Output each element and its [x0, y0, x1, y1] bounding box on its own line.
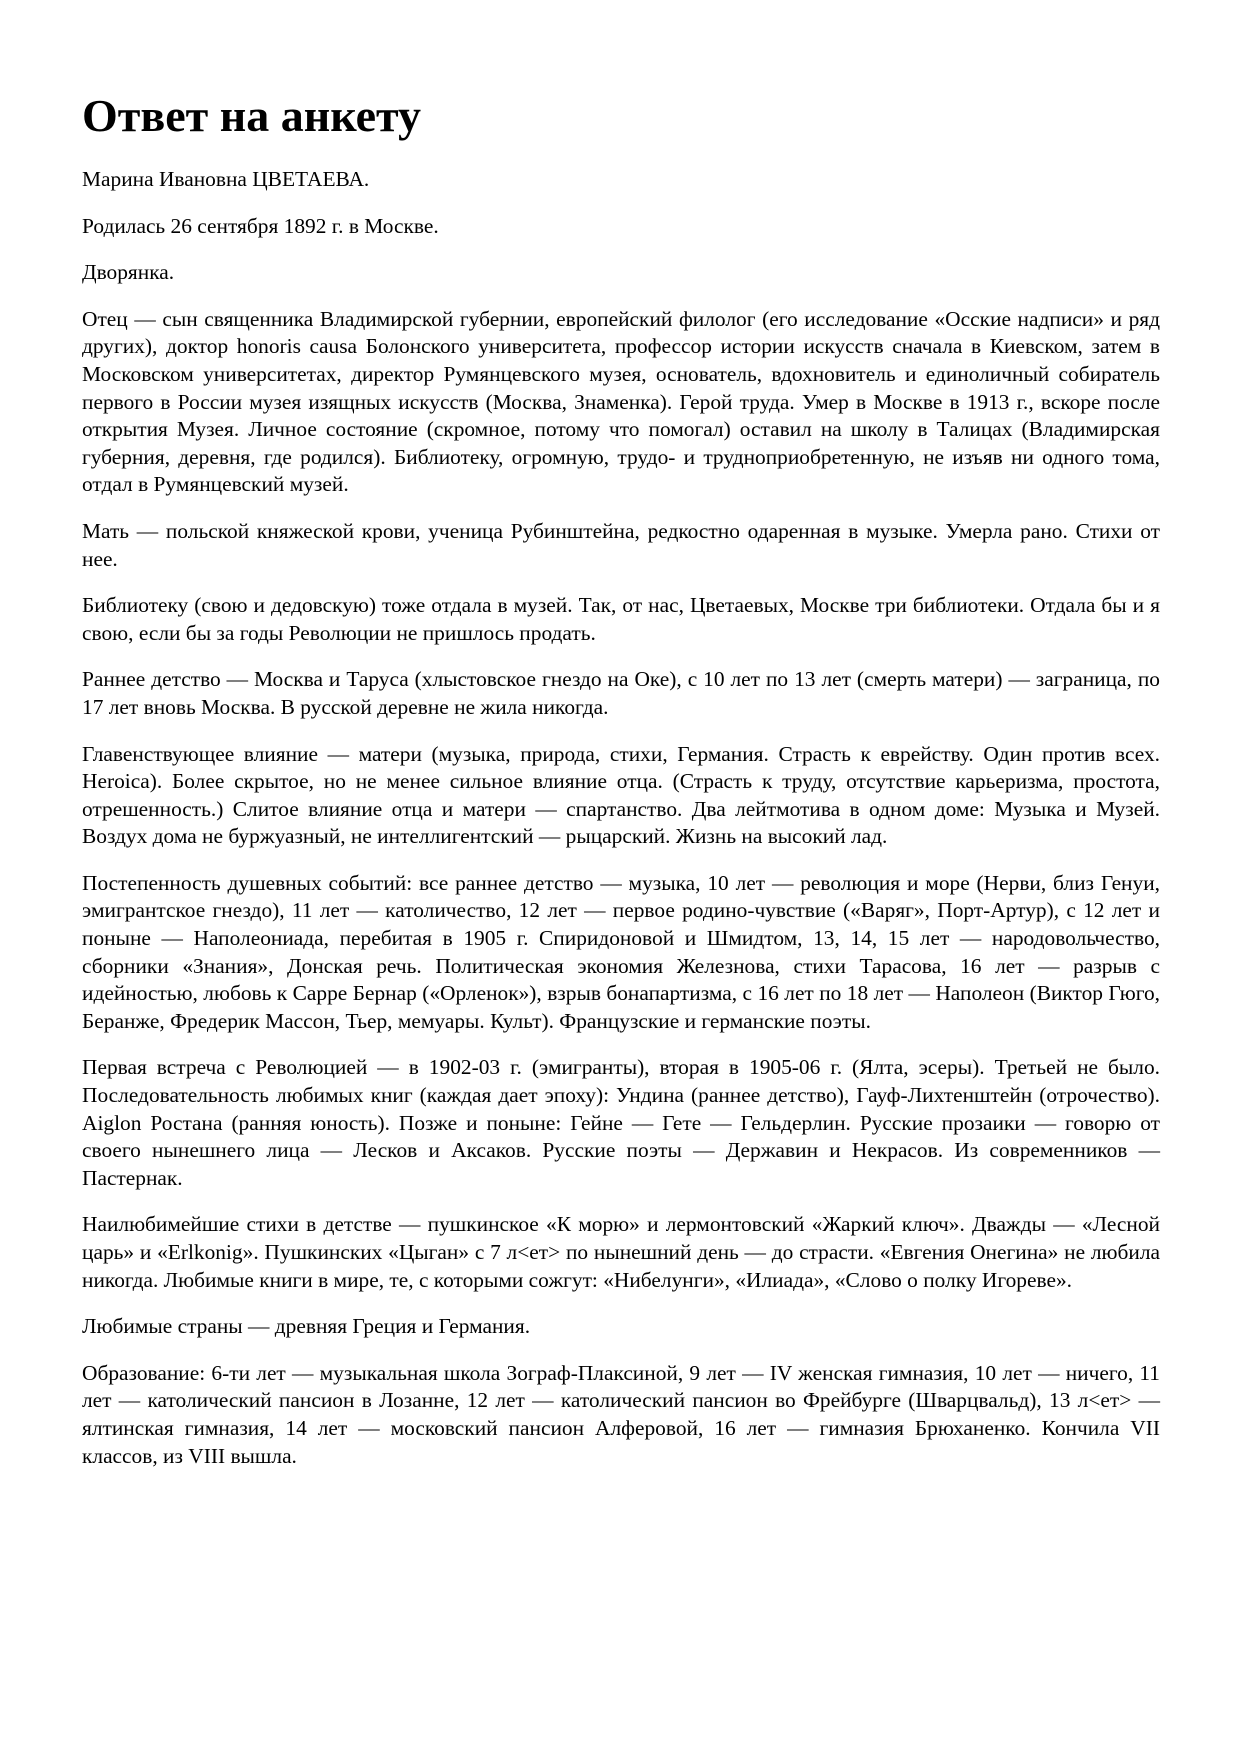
document-page: [82, 88, 1160, 1489]
paragraph-revolution-books: Первая встреча с Революцией — в 1902-03 г. (эмигранты), вторая в 1905-06 г. (Ялта, эсеры). Третьей не было. Последовательность любимых книг (каждая дает эпоху): Ундина (раннее детство), Гауф-Лихтенштейн (отрочество). Aiglon Ростана (ранняя юность). Позже и поныне: Гейне — Гете — Гельдерлин. Русские прозаики — говорю от своего нынешнего лица — Лесков и Аксаков. Русские поэты — Державин и Некрасов. Из современников — Пастернак.: [82, 1055, 1160, 1190]
paragraph-class: Дворянка.: [82, 260, 175, 285]
paragraph-early-childhood: Раннее детство — Москва и Таруса (хлыстовское гнездо на Оке), с 10 лет по 13 лет (смерть матери) — заграница, по 17 лет вновь Москва. В русской деревне не жила никогда.: [82, 667, 1160, 719]
paragraph-father: Отец — сын священника Владимирской губернии, европейский филолог (его исследование «Осские надписи» и ряд других), доктор honoris causa Болонского университета, профессор истории искусств сначала в Киевском, затем в Московском университетах, директор Румянцевского музея, основатель, вдохновитель и единоличный собиратель первого в России музея изящных искусств (Москва, Знаменка). Герой труда. Умер в Москве в 1913 г., вскоре после открытия Музея. Личное состояние (скромное, потому что помогал) оставил на школу в Талицах (Владимирская губерния, деревня, где родился). Библиотеку, огромную, трудо- и труднoприобретенную, не изъяв ни одного тома, отдал в Румянцевский музей.: [82, 306, 1160, 497]
paragraph-favorite-countries: Любимые страны — древняя Греция и Германия.: [82, 1314, 531, 1339]
paragraph-mother: Мать — польской княжеской крови, ученица Рубинштейна, редкостно одаренная в музыке. Умерла рано. Стихи от нее.: [82, 518, 1160, 571]
paragraph-library: Библиотеку (свою и дедовскую) тоже отдала в музей. Так, от нас, Цветаевых, Москве три библиотеки. Отдала бы и я свою, если бы за годы Революции не пришлось продать.: [82, 593, 1160, 645]
paragraph-favorite-poems: Наилюбимейшие стихи в детстве — пушкинское «К морю» и лермонтовский «Жаркий ключ». Дважды — «Лесной царь» и «Erlkonig». Пушкинских «Цыган» с 7 л<ет> по нынешний день — до страсти. «Евгения Онегина» не любила никогда. Любимые книги в мире, те, с которыми сожгут: «Нибелунги», «Илиада», «Слово о полку Игореве».: [82, 1212, 1160, 1292]
paragraph-birth: Родилась 26 сентября 1892 г. в Москве.: [82, 213, 439, 238]
paragraph-spiritual-events: Постепенность душевных событий: все раннее детство — музыка, 10 лет — революция и море (Нерви, близ Генуи, эмигрантское гнездо), 11 лет — католичество, 12 лет — первое родино-чувствие («Варяг», Порт-Артур), с 12 лет и поныне — Наполеониада, перебитая в 1905 г. Спиридоновой и Шмидтом, 13, 14, 15 лет — народовольчество, сборники «Знания», Донская речь. Политическая экономия Железнова, стихи Тарасова, 16 лет — разрыв с идейностью, любовь к Сарре Бернар («Орленок»), взрыв бонапартизма, с 16 лет по 18 лет — Наполеон (Виктор Гюго, Беранже, Фредерик Массон, Тьер, мемуары. Культ). Французские и германские поэты.: [82, 870, 1160, 1033]
paragraph-influence: Главенствующее влияние — матери (музыка, природа, стихи, Германия. Страсть к еврейству. Один против всех. Heroica). Более скрытое, но не менее сильное влияние отца. (Страсть к труду, отсутствие карьеризма, простота, отрешенность.) Слитое влияние отца и матери — спартанство. Два лейтмотива в одном доме: Музыка и Музей. Воздух дома не буржуазный, не интеллигентский — рыцарский. Жизнь на высокий лад.: [82, 741, 1160, 849]
document-title: Ответ на анкету: [82, 90, 422, 141]
paragraph-author-name: Марина Ивановна ЦВЕТАЕВА.: [82, 167, 370, 191]
paragraph-education: Образование: 6-ти лет — музыкальная школа Зограф-Плаксиной, 9 лет — IV женская гимназия, 10 лет — ничего, 11 лет — католический пансион в Лозанне, 12 лет — католический пансион во Фрейбурге (Шварцвальд), 13 л<ет> — ялтинская гимназия, 14 лет — московский пансион Алферовой, 16 лет — гимназия Брюханенко. Кончила VII классов, из VIII вышла.: [82, 1360, 1160, 1468]
